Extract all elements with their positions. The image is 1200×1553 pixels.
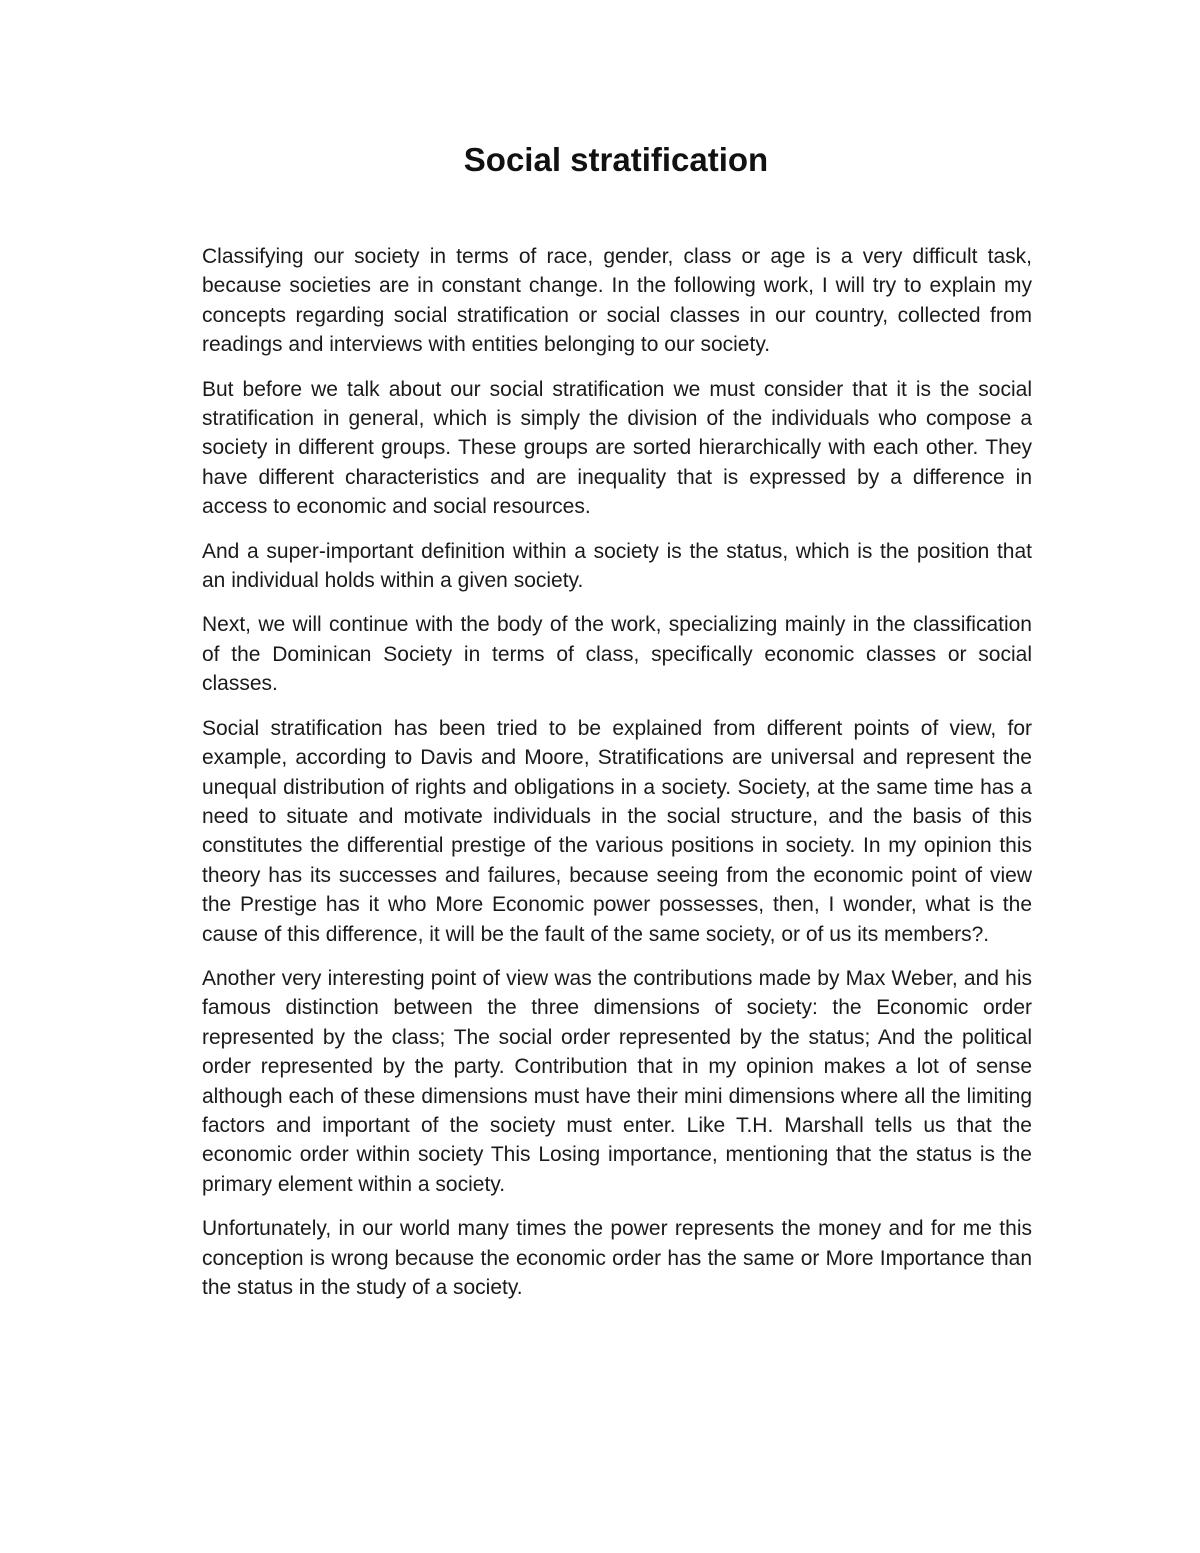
page-title: Social stratification [463,141,769,178]
paragraph-6: Another very interesting point of view was the contributions made by Max Weber, and his famous distinction between the three dimensions of society: the Economic order represented by the class; The social order represented by the status; And the political order represented by the party. Contribution that in my opinion makes a lot of sense although each of these dimensions must have their mini dimensions where all the limiting factors and important of the society must enter. Like T.H. Marshall tells us that the economic order within society This Losing importance, mentioning that the status is the primary element within a society. [202,966,1032,1196]
paragraph-7: Unfortunately, in our world many times the power represents the money and for me this conception is wrong because the economic order has the same or More Importance than the status in the study of a society. [202,1217,1032,1299]
document-body [202,242,1032,1317]
paragraph-1: Classifying our society in terms of race, gender, class or age is a very difficult task, because societies are in constant change. In the following work, I will try to explain my concepts regarding social stratification or social classes in our country, collected from readings and interviews with entities belonging to our society. [202,245,1032,357]
paragraph-5: Social stratification has been tried to be explained from different points of view, for example, according to Davis and Moore, Stratifications are universal and represent the unequal distribution of rights and obligations in a society. Society, at the same time has a need to situate and motivate individuals in the social structure, and the basis of this constitutes the differential prestige of the various positions in society. In my opinion this theory has its successes and failures, because seeing from the economic point of view the Prestige has it who More Economic power possesses, then, I wonder, what is the cause of this difference, it will be the fault of the same society, or of us its members?. [202,716,1032,946]
paragraph-4: Next, we will continue with the body of the work, specializing mainly in the classification of the Dominican Society in terms of class, specifically economic classes or social classes. [202,613,1032,696]
paragraph-2: But before we talk about our social stratification we must consider that it is the social stratification in general, which is simply the division of the individuals who compose a society in different groups. These groups are sorted hierarchically with each other. They have different characteristics and are inequality that is expressed by a difference in access to economic and social resources. [202,377,1032,519]
paragraph-3: And a super-important definition within a society is the status, which is the position that an individual holds within a given society. [202,539,1032,593]
